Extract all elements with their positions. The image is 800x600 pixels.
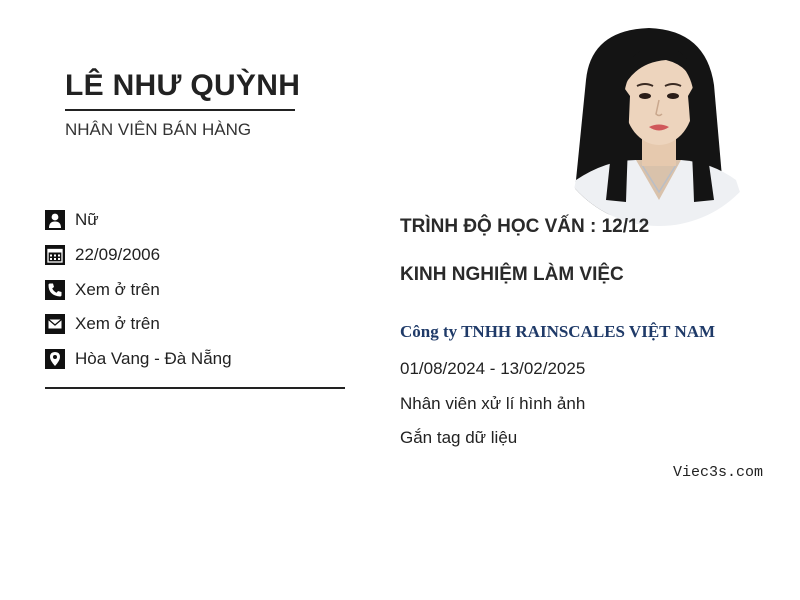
contact-divider <box>45 387 345 389</box>
experience-heading: KINH NGHIỆM LÀM VIỆC <box>400 264 624 285</box>
company-name: Công ty TNHH RAINSCALES VIỆT NAM <box>400 322 716 341</box>
phone-text: Xem ở trên <box>75 279 160 299</box>
contact-gender <box>45 203 365 238</box>
gender-text: Nữ <box>75 210 99 230</box>
job-task: Gắn tag dữ liệu <box>400 428 518 447</box>
calendar-icon <box>45 245 65 265</box>
contact-phone <box>45 272 365 307</box>
job-task: Nhân viên xử lí hình ảnh <box>400 394 586 413</box>
address-text: Hòa Vang - Đà Nẵng <box>75 349 232 369</box>
site-watermark: Viec3s.com <box>672 464 763 481</box>
profile-photo <box>546 0 772 226</box>
email-text: Xem ở trên <box>75 314 160 334</box>
contact-address <box>45 342 365 377</box>
contact-email <box>45 307 365 342</box>
name-underline <box>65 109 295 111</box>
contact-birthdate <box>45 238 365 273</box>
location-pin-icon <box>45 349 65 369</box>
education-heading: TRÌNH ĐỘ HỌC VẤN : 12/12 <box>400 216 650 237</box>
candidate-name: LÊ NHƯ QUỲNH <box>65 69 301 102</box>
employment-dates: 01/08/2024 - 13/02/2025 <box>400 359 586 378</box>
phone-icon <box>45 280 65 300</box>
mail-icon <box>45 314 65 334</box>
job-title: NHÂN VIÊN BÁN HÀNG <box>65 120 252 139</box>
person-icon <box>45 210 65 230</box>
birthdate-text: 22/09/2006 <box>75 245 161 265</box>
contact-list <box>45 203 365 376</box>
